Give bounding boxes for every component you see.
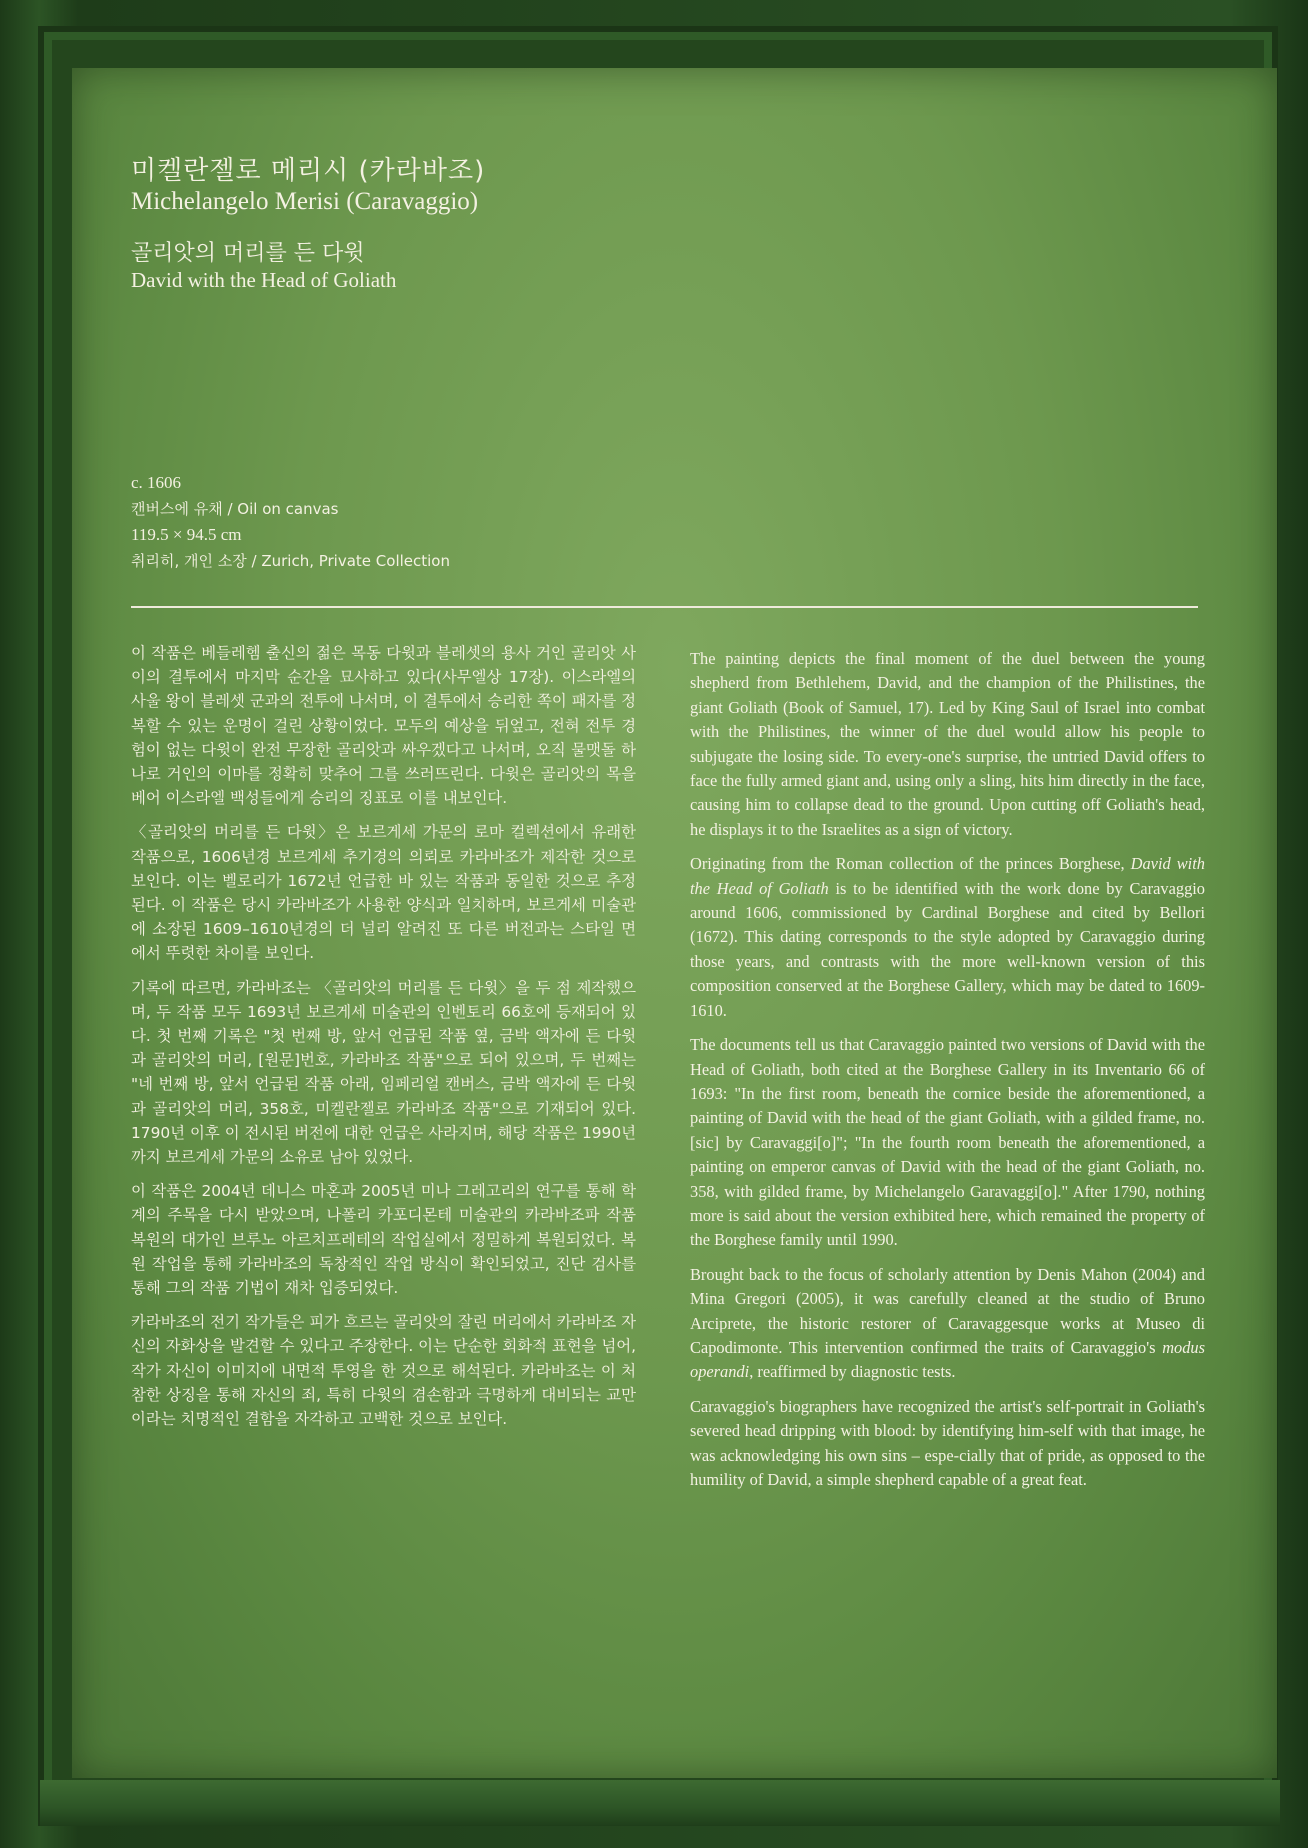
work-title-english: David with the Head of Goliath (131, 268, 397, 292)
english-description-column (690, 647, 1205, 1502)
artwork-date: c. 1606 (131, 473, 182, 492)
english-paragraph: Caravaggio's biographers have recognized the artist's self-portrait in Goliath's severed head dripping with blood: by identifying him-self with that image, he was acknowledging his own sins – espe-cially that of pride, as opposed to the humility of David, a simple shepherd capable of a great feat. (690, 1396, 1205, 1489)
divider-line (131, 606, 1198, 608)
english-paragraph (690, 852, 1205, 1023)
english-paragraph-text: , reaffirmed by diagnostic tests. (749, 1362, 956, 1382)
english-paragraph-text: Originating from the Roman collection of the princes Borghese, (690, 854, 1131, 874)
artwork-medium: 캔버스에 유채 / Oil on canvas (131, 500, 339, 518)
english-paragraph-text: Brought back to the focus of scholarly attention by Denis Mahon (2004) and Mina Gregori (2005), it was carefully cleaned at the studio of Bruno Arciprete, the historic restorer of Caravaggesque works at Museo di Capodimonte. This intervention confirmed the traits of Caravaggio's (690, 1264, 1205, 1357)
korean-paragraph: 기록에 따르면, 카라바조는 〈골리앗의 머리를 든 다윗〉을 두 점 제작했으며, 두 작품 모두 1693년 보르게세 미술관의 인벤토리 66호에 등재되어 있다. 첫 번째 기록은 "첫 번째 방, 앞서 언급된 작품 옆, 금박 액자에 든 다윗과 골리앗의 머리, [원문]번호, 카라바조 작품"으로 되어 있으며, 두 번째는 "네 번째 방, 앞서 언급된 작품 아래, 임페리얼 캔버스, 금박 액자에 든 다윗과 골리앗의 머리, 358호, 미켈란젤로 카라바조 작품"으로 기재되어 있다. 1790년 이후 이 전시된 버전에 대한 언급은 사라지며, 해당 작품은 1990년까지 보르게세 가문의 소유로 남아 있었다. (131, 978, 636, 1167)
korean-paragraph: 이 작품은 2004년 데니스 마혼과 2005년 미나 그레고리의 연구를 통해 학계의 주목을 다시 받았으며, 나폴리 카포디몬테 미술관의 카라바조파 작품 복원의 대가인 브루노 아르치프레테의 작업실에서 정밀하게 복원되었다. 복원 작업을 통해 카라바조의 독창적인 작업 방식이 확인되었고, 진단 검사를 통해 그의 작품 기법이 재차 입증되었다. (131, 1182, 636, 1298)
artwork-location: 취리히, 개인 소장 / Zurich, Private Collection (131, 552, 450, 570)
work-title-korean: 골리앗의 머리를 든 다윗 (131, 241, 365, 266)
korean-paragraph: 이 작품은 베들레헴 출신의 젊은 목동 다윗과 블레셋의 용사 거인 골리앗 사이의 결투에서 마지막 순간을 묘사하고 있다(사무엘상 17장). 이스라엘의 사울 왕이 블레셋 군과의 전투에 나서며, 이 결투에서 승리한 쪽이 패자를 정복할 수 있는 운명이 걸린 상황이었다. 모두의 예상을 뒤엎고, 전혀 전투 경험이 없는 다윗이 완전 무장한 골리앗과 싸우겠다고 나서며, 오직 물맷돌 하나로 거인의 이마를 정확히 맞추어 그를 쓰러뜨린다. 다윗은 골리앗의 목을 베어 이스라엘 백성들에게 승리의 징표로 이를 내보인다. (131, 644, 636, 808)
english-paragraph (690, 1263, 1205, 1385)
korean-description-column (131, 641, 636, 1441)
italic-work-title: David with the Head of Goliath (690, 854, 1205, 898)
korean-paragraph: 〈골리앗의 머리를 든 다윗〉은 보르게세 가문의 로마 컬렉션에서 유래한 작품으로, 1606년경 보르게세 추기경의 의뢰로 카라바조가 제작한 것으로 보인다. 이는 벨로리가 1672년 언급한 바 있는 작품과 동일한 것으로 추정된다. 이 작품은 당시 카라바조가 사용한 양식과 일치하며, 보르게세 미술관에 소장된 1609–1610년경의 더 널리 알려진 또 다른 버전과는 스타일 면에서 뚜렷한 차이를 보인다. (131, 823, 636, 963)
artist-name-english: Michelangelo Merisi (Caravaggio) (131, 188, 479, 215)
artwork-details (131, 470, 450, 574)
italic-term: modus operandi (690, 1337, 1205, 1382)
english-paragraph: The painting depicts the final moment of the duel between the young shepherd from Bethlehem, David, and the champion of the Philistines, the giant Goliath (Book of Samuel, 17). Led by King Saul of Israel into combat with the Philistines, the winner of the duel would allow his people to subjugate the losing side. To every-one's surprise, the untried David offers to face the fully armed giant and, using only a sling, hits him directly in the face, causing him to collapse dead to the ground. Upon cutting off Goliath's head, he displays it to the Israelites as a sign of victory. (690, 649, 1205, 839)
english-paragraph-text: is to be identified with the work done by Caravaggio around 1606, commissioned by Cardinal Borghese and cited by Bellori (1672). This dating corresponds to the style adopted by Caravaggio during those years, and contrasts with the more well-known version of this composition conserved at the Borghese Gallery, which may be dated to 1609-1610. (690, 878, 1206, 1020)
english-paragraph: The documents tell us that Caravaggio painted two versions of David with the Head of Goliath, both cited at the Borghese Gallery in its Inventario 66 of 1693: "In the first room, beneath the cornice beside the aforementioned, a painting of David with the head of the giant Goliath, with a gilded frame, no. [sic] by Caravaggi[o]"; "In the fourth room beneath the aforementioned, a painting on emperor canvas of David with the head of the giant Goliath, no. 358, with gilded frame, by Michelangelo Garavaggi[o]." After 1790, nothing more is said about the version exhibited here, which remained the property of the Borghese family until 1990. (690, 1035, 1205, 1250)
frame-bottom-ledge (40, 1780, 1280, 1826)
artwork-dimensions: 119.5 × 94.5 cm (131, 525, 242, 544)
artist-name-korean: 미켈란젤로 메리시 (카라바조) (131, 156, 486, 186)
korean-paragraph: 카라바조의 전기 작가들은 피가 흐르는 골리앗의 잘린 머리에서 카라바조 자신의 자화상을 발견할 수 있다고 주장한다. 이는 단순한 회화적 표현을 넘어, 작가 자신이 이미지에 내면적 투영을 한 것으로 해석된다. 카라바조는 이 처참한 상징을 통해 자신의 죄, 특히 다윗의 겸손함과 극명하게 대비되는 교만이라는 치명적인 결함을 자각하고 고백한 것으로 보인다. (131, 1313, 636, 1429)
